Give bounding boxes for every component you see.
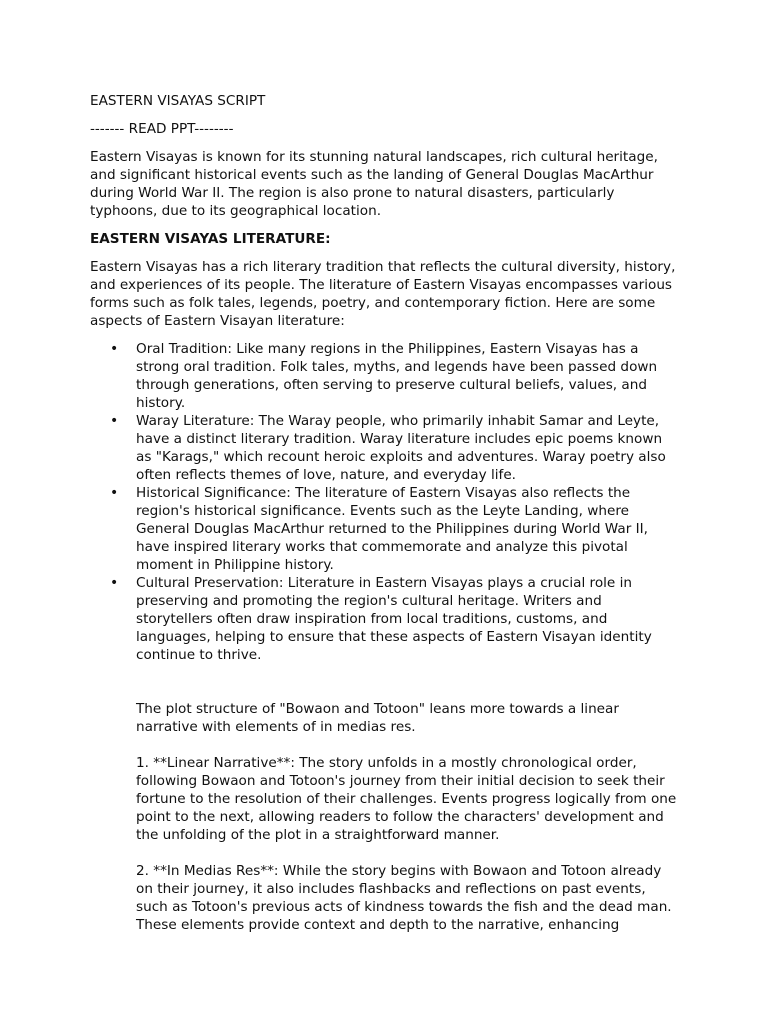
linear-narrative-paragraph: 1. **Linear Narrative**: The story unfolds in a mostly chronological order, following Bowaon and Totoon's journey from their initial decision to seek their fortune to the resolution of their challenges. Events progress logically from one point to the next, allowing readers to follow the characters' development and the unfolding of the plot in a straightforward manner. [136,755,677,843]
section-spacer [90,664,680,700]
bullet-icon: • [110,413,119,429]
list-item-text: Historical Significance: The literature of Eastern Visayas also reflects the region's historical significance. Events such as the Leyte Landing, where General Douglas MacArthur returned to the Philippines during World War II, have inspired literary works that commemorate and analyze this pivotal moment in Philippine history. [136,485,648,573]
literature-heading: EASTERN VISAYAS LITERATURE: [90,231,331,247]
plot-section [90,700,680,934]
document-page [90,92,680,934]
bullet-icon: • [110,575,119,591]
list-item [90,484,680,574]
list-item [90,574,680,664]
list-item [90,412,680,484]
list-item-text: Waray Literature: The Waray people, who primarily inhabit Samar and Leyte, have a distinct literary tradition. Waray literature includes epic poems known as "Karags," which recount heroic exploits and adventures. Waray poetry also often reflects themes of love, nature, and everyday life. [136,413,666,483]
list-item-text: Oral Tradition: Like many regions in the Philippines, Eastern Visayas has a strong oral tradition. Folk tales, myths, and legends have been passed down through generations, often serving to preserve cultural beliefs, values, and history. [136,341,658,411]
bullet-icon: • [110,485,119,501]
bullet-icon: • [110,341,119,357]
literature-aspects-list [90,340,680,664]
list-item [90,340,680,412]
intro-paragraph: Eastern Visayas is known for its stunning natural landscapes, rich cultural heritage, and significant historical events such as the landing of General Douglas MacArthur during World War II. The region is also prone to natural disasters, particularly typhoons, due to its geographical location. [90,149,658,219]
document-title: EASTERN VISAYAS SCRIPT [90,93,266,109]
in-medias-res-paragraph: 2. **In Medias Res**: While the story begins with Bowaon and Totoon already on their journey, it also includes flashbacks and reflections on past events, such as Totoon's previous acts of kindness towards the fish and the dead man. These elements provide context and depth to the narrative, enhancing [136,863,672,933]
list-item-text: Cultural Preservation: Literature in Eastern Visayas plays a crucial role in preserving and promoting the region's cultural heritage. Writers and storytellers often draw inspiration from local traditions, customs, and languages, helping to ensure that these aspects of Eastern Visayan identity continue to thrive. [136,575,652,663]
plot-intro-paragraph: The plot structure of "Bowaon and Totoon" leans more towards a linear narrative with elements of in medias res. [136,701,619,735]
read-ppt-note: ------- READ PPT-------- [90,121,234,137]
literature-intro-paragraph: Eastern Visayas has a rich literary tradition that reflects the cultural diversity, history, and experiences of its people. The literature of Eastern Visayas encompasses various forms such as folk tales, legends, poetry, and contemporary fiction. Here are some aspects of Eastern Visayan literature: [90,259,676,329]
